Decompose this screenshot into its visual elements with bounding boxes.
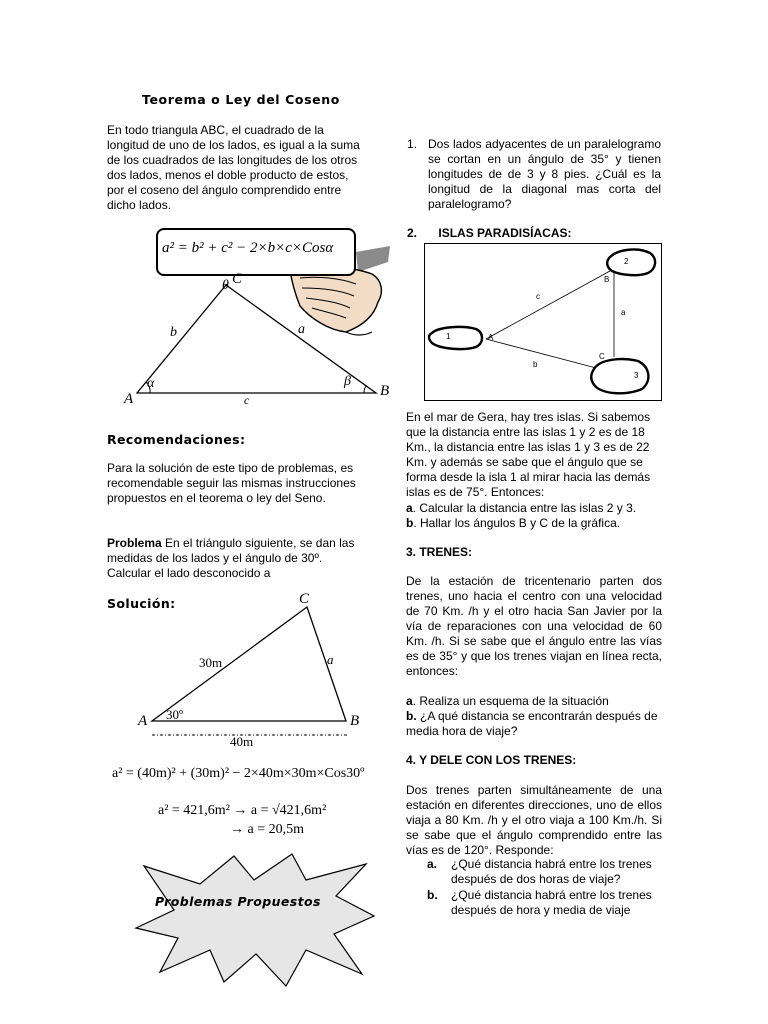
solution-equation-2: a² = 421,6m² → a = √421,6m² bbox=[158, 803, 327, 818]
cosine-law-formula: a² = b² + c² − 2×b×c×Cosα bbox=[162, 240, 334, 256]
solution-triangle-shape bbox=[152, 607, 346, 721]
question-3-part-b bbox=[406, 709, 662, 739]
question-3-part-b-label: b. bbox=[406, 709, 417, 723]
proposed-problems-title: Problemas Propuestos bbox=[155, 894, 321, 909]
question-3-part-a bbox=[406, 694, 609, 709]
question-2-part-b-text: . Hallar los ángulos B y C de la gráfica. bbox=[413, 516, 621, 530]
question-4-heading: 4. Y DELE CON LOS TRENES: bbox=[406, 753, 577, 767]
recommendations-heading: Recomendaciones: bbox=[107, 432, 246, 447]
side-c-label: c bbox=[244, 393, 250, 407]
side-c-islands-label: c bbox=[536, 292, 540, 301]
intro-paragraph: En todo triangula ABC, el cuadrado de la longitud de uno de los lados, es igual a la suma de los cuadrados de las longitudes de los otros dos lados, menos el doble producto de estos, por el coseno del ángulo comprendido entre dicho lados. bbox=[107, 123, 360, 212]
problem-paragraph bbox=[107, 536, 367, 581]
vertex-b-label: B bbox=[380, 383, 390, 399]
beta-label: β bbox=[344, 374, 351, 389]
side-40m-label: 40m bbox=[230, 734, 254, 749]
solution-result: → a = 20,5m bbox=[230, 822, 304, 837]
island-3-label: 3 bbox=[634, 371, 639, 380]
solution-vertex-b: B bbox=[350, 713, 360, 729]
beta-arc bbox=[364, 386, 366, 393]
solution-equation-1: a² = (40m)² + (30m)² − 2×40m×30m×Cos30º bbox=[112, 766, 365, 781]
question-3-part-b-text: ¿A qué distancia se encontrarán después de media hora de viaje? bbox=[406, 709, 658, 738]
alpha-label: α bbox=[147, 376, 155, 391]
question-2-heading: ISLAS PARADISÍACAS: bbox=[438, 226, 572, 240]
islands-diagram bbox=[424, 243, 662, 401]
side-30m-label: 30m bbox=[199, 655, 223, 670]
angle-30-label: 30º bbox=[166, 707, 184, 722]
question-1-text: Dos lados adyacentes de un paralelogramo se cortan en un ángulo de 35° y tienen longitudes de de 3 y 8 pies. ¿Cuál es la longitud de la diagonal mas corta del paralelogramo? bbox=[428, 137, 661, 211]
question-1-number: 1. bbox=[407, 137, 418, 151]
island-3-shape bbox=[591, 359, 648, 393]
side-a-islands-label: a bbox=[621, 308, 626, 317]
island-1-label: 1 bbox=[446, 332, 451, 341]
recommendations-text: Para la solución de este tipo de problemas, es recomendable seguir las mismas instrucciones propuestos en el teorema o ley del Seno. bbox=[107, 461, 356, 505]
question-2-part-a bbox=[406, 501, 636, 516]
question-2-text: En el mar de Gera, hay tres islas. Si sabemos que la distancia entre las islas 1 y 2 es de 18 Km., la distancia entre las islas 1 y 3 es de 22 Km. y además se sabe que el ángulo que se forma desde la isla 1 al mirar hacia las demás islas es de 75°. Entonces: bbox=[406, 410, 651, 499]
vertex-c-label: C bbox=[232, 271, 243, 287]
page-title: Teorema o Ley del Coseno bbox=[142, 92, 340, 107]
starburst-shape bbox=[136, 854, 374, 986]
question-3-part-a-text: . Realiza un esquema de la situación bbox=[412, 694, 609, 708]
question-2-number: 2. bbox=[407, 226, 418, 240]
island-1-shape bbox=[429, 327, 482, 349]
question-2-heading-row bbox=[407, 226, 571, 241]
question-2-part-a-label: a bbox=[406, 501, 413, 515]
question-2-part-b-label: b bbox=[406, 516, 414, 530]
question-3-heading: 3. TRENES: bbox=[406, 545, 473, 559]
theta-label: θ bbox=[222, 278, 229, 293]
solution-side-a-label: a bbox=[327, 652, 334, 667]
question-4-part-a bbox=[427, 857, 663, 887]
formula-box bbox=[156, 228, 356, 276]
question-4-part-a-text: ¿Qué distancia habrá entre los trenes después de dos horas de viaje? bbox=[451, 857, 652, 886]
question-3-part-a-label: a bbox=[406, 694, 413, 708]
question-4-part-b-text: ¿Qué distancia habrá entre los trenes después de hora y media de viaje bbox=[451, 888, 652, 917]
question-2-part-a-text: . Calcular la distancia entre las islas 2 y 3. bbox=[412, 501, 637, 515]
question-3-text: De la estación de tricentenario parten dos trenes, uno hacia el centro con una velocidad de 70 Km. /h y el otro hacia San Javier por la vía de reparaciones con una velocidad de 60 Km. /h. Si se sabe que el ángulo entre las vías es de 35° y que los trenes viajan en línea recta, entonces: bbox=[406, 574, 662, 678]
question-4-part-b bbox=[427, 888, 663, 918]
question-4-text: Dos trenes parten simultáneamente de una estación en diferentes direcciones, uno de ellos viaja a 80 Km. /h y el otro viaja a 100 Km./h. Si se sabe que el ángulo comprendido entre las vías es de 120°. Responde: bbox=[406, 783, 662, 857]
question-4-part-a-label: a. bbox=[427, 857, 438, 871]
formula-shadow bbox=[356, 246, 390, 272]
side-a-label: a bbox=[298, 322, 305, 337]
vertex-a-label: A bbox=[124, 391, 134, 407]
vertex-c-islands-label: C bbox=[599, 352, 605, 361]
problem-text: En el triángulo siguiente, se dan las medidas de los lados y el ángulo de 30º. Calcular el lado desconocido a bbox=[107, 536, 355, 580]
question-2-part-b bbox=[406, 516, 620, 531]
island-2-shape bbox=[607, 250, 655, 276]
vertex-b-islands-label: B bbox=[604, 275, 610, 284]
solution-vertex-a: A bbox=[138, 713, 148, 729]
island-2-label: 2 bbox=[624, 257, 629, 266]
solution-heading: Solución: bbox=[107, 596, 176, 611]
starburst-graphic bbox=[130, 850, 380, 990]
problem-label: Problema bbox=[107, 536, 162, 550]
vertex-a-islands-label: A bbox=[488, 333, 494, 342]
question-1 bbox=[407, 137, 661, 212]
question-4-part-b-label: b. bbox=[427, 888, 438, 902]
side-b-label: b bbox=[170, 325, 177, 340]
solution-vertex-c: C bbox=[299, 591, 310, 607]
side-b-islands-label: b bbox=[533, 360, 538, 369]
